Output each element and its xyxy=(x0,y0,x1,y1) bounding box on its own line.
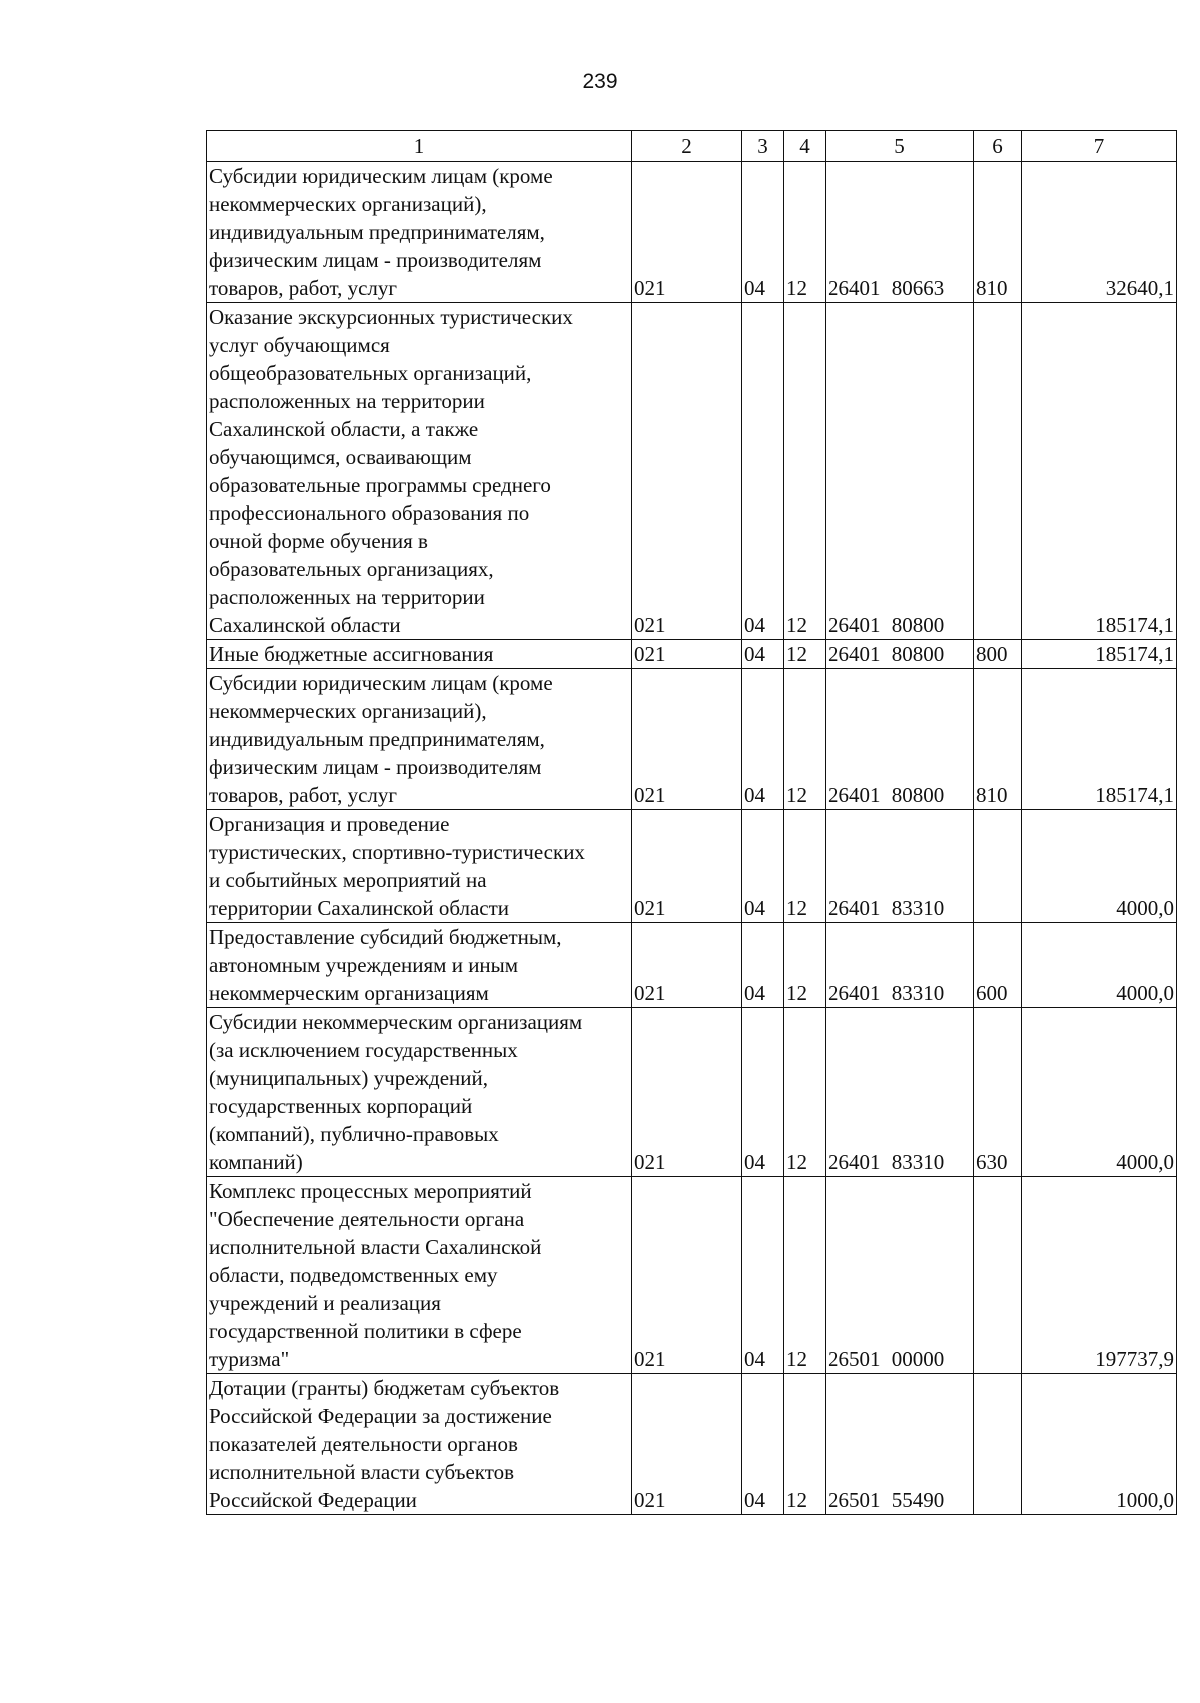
row-name-line: обучающимся, осваивающим xyxy=(209,445,472,469)
table-header-row xyxy=(207,131,1177,162)
row-name-line: автономным учреждениям и иным xyxy=(209,953,519,977)
section-code-cell: 04 xyxy=(742,1008,784,1177)
section-code-cell: 04 xyxy=(742,162,784,303)
row-name-line: государственных корпораций xyxy=(209,1094,473,1118)
row-name-cell xyxy=(207,1374,632,1515)
row-name-line: Оказание экскурсионных туристических xyxy=(209,305,573,329)
subsection-code-cell: 12 xyxy=(784,640,826,669)
amount-cell: 185174,1 xyxy=(1022,303,1177,640)
row-name-line: очной форме обучения в xyxy=(209,529,428,553)
row-name-line: некоммерческих организаций), xyxy=(209,699,487,723)
target-article-cell: 26401 80663 xyxy=(826,162,974,303)
expense-type-cell: 810 xyxy=(974,162,1022,303)
table-row xyxy=(207,1177,1177,1374)
table-row xyxy=(207,810,1177,923)
table-row xyxy=(207,1008,1177,1177)
expense-type-cell: 800 xyxy=(974,640,1022,669)
expense-type-cell: 630 xyxy=(974,1008,1022,1177)
subsection-code-cell: 12 xyxy=(784,810,826,923)
grbs-code-cell: 021 xyxy=(632,923,742,1008)
page-number: 239 xyxy=(582,70,618,93)
row-name-line: некоммерческих организаций), xyxy=(209,192,487,216)
row-name-line: (компаний), публично-правовых xyxy=(209,1122,499,1146)
row-name-line: Субсидии юридическим лицам (кроме xyxy=(209,671,553,695)
amount-cell: 185174,1 xyxy=(1022,640,1177,669)
row-name-line: (муниципальных) учреждений, xyxy=(209,1066,488,1090)
amount-cell: 197737,9 xyxy=(1022,1177,1177,1374)
row-name-line: исполнительной власти Сахалинской xyxy=(209,1235,542,1259)
row-name-cell xyxy=(207,640,632,669)
row-name-line: Российской Федерации за достижение xyxy=(209,1404,552,1428)
row-name-cell xyxy=(207,810,632,923)
target-article-cell: 26401 83310 xyxy=(826,1008,974,1177)
row-name-line: Российской Федерации xyxy=(209,1488,417,1512)
row-name-line: показателей деятельности органов xyxy=(209,1432,518,1456)
row-name-line: расположенных на территории xyxy=(209,585,485,609)
target-article-cell: 26401 80800 xyxy=(826,640,974,669)
subsection-code-cell: 12 xyxy=(784,923,826,1008)
target-article-cell: 26401 80800 xyxy=(826,669,974,810)
expense-type-cell: 600 xyxy=(974,923,1022,1008)
table-row xyxy=(207,669,1177,810)
header-cell: 5 xyxy=(826,131,974,162)
expense-type-cell xyxy=(974,303,1022,640)
row-name-line: индивидуальным предпринимателям, xyxy=(209,220,545,244)
header-cell: 6 xyxy=(974,131,1022,162)
row-name-line: государственной политики в сфере xyxy=(209,1319,522,1343)
row-name-line: "Обеспечение деятельности органа xyxy=(209,1207,525,1231)
row-name-line: индивидуальным предпринимателям, xyxy=(209,727,545,751)
grbs-code-cell: 021 xyxy=(632,1008,742,1177)
row-name-line: и событийных мероприятий на xyxy=(209,868,487,892)
row-name-line: физическим лицам - производителям xyxy=(209,248,542,272)
section-code-cell: 04 xyxy=(742,640,784,669)
row-name-line: Комплекс процессных мероприятий xyxy=(209,1179,532,1203)
row-name-cell xyxy=(207,1008,632,1177)
grbs-code-cell: 021 xyxy=(632,1374,742,1515)
table-row xyxy=(207,303,1177,640)
row-name-line: исполнительной власти субъектов xyxy=(209,1460,515,1484)
row-name-line: физическим лицам - производителям xyxy=(209,755,542,779)
table-row xyxy=(207,1374,1177,1515)
row-name-line: товаров, работ, услуг xyxy=(209,276,398,300)
row-name-line: профессионального образования по xyxy=(209,501,530,525)
expense-type-cell: 810 xyxy=(974,669,1022,810)
row-name-line: некоммерческим организациям xyxy=(209,981,489,1005)
expense-type-cell xyxy=(974,1374,1022,1515)
row-name-line: Иные бюджетные ассигнования xyxy=(209,642,494,666)
budget-table xyxy=(206,130,1177,1515)
section-code-cell: 04 xyxy=(742,1374,784,1515)
row-name-line: Сахалинской области xyxy=(209,613,401,637)
row-name-line: области, подведомственных ему xyxy=(209,1263,498,1287)
grbs-code-cell: 021 xyxy=(632,162,742,303)
row-name-line: Организация и проведение xyxy=(209,812,450,836)
row-name-line: образовательные программы среднего xyxy=(209,473,551,497)
row-name-cell xyxy=(207,303,632,640)
row-name-line: Субсидии юридическим лицам (кроме xyxy=(209,164,553,188)
section-code-cell: 04 xyxy=(742,810,784,923)
subsection-code-cell: 12 xyxy=(784,303,826,640)
row-name-line: Предоставление субсидий бюджетным, xyxy=(209,925,562,949)
target-article-cell: 26401 83310 xyxy=(826,923,974,1008)
row-name-line: туризма" xyxy=(209,1347,290,1371)
subsection-code-cell: 12 xyxy=(784,669,826,810)
section-code-cell: 04 xyxy=(742,303,784,640)
expense-type-cell xyxy=(974,1177,1022,1374)
row-name-line: территории Сахалинской области xyxy=(209,896,510,920)
subsection-code-cell: 12 xyxy=(784,1374,826,1515)
row-name-line: Сахалинской области, а также xyxy=(209,417,479,441)
target-article-cell: 26401 80800 xyxy=(826,303,974,640)
row-name-line: Субсидии некоммерческим организациям xyxy=(209,1010,583,1034)
table-row xyxy=(207,162,1177,303)
grbs-code-cell: 021 xyxy=(632,303,742,640)
section-code-cell: 04 xyxy=(742,923,784,1008)
amount-cell: 4000,0 xyxy=(1022,810,1177,923)
grbs-code-cell: 021 xyxy=(632,640,742,669)
row-name-cell xyxy=(207,669,632,810)
expense-type-cell xyxy=(974,810,1022,923)
header-cell: 2 xyxy=(632,131,742,162)
row-name-line: расположенных на территории xyxy=(209,389,485,413)
row-name-line: услуг обучающимся xyxy=(209,333,390,357)
section-code-cell: 04 xyxy=(742,669,784,810)
grbs-code-cell: 021 xyxy=(632,1177,742,1374)
subsection-code-cell: 12 xyxy=(784,1177,826,1374)
header-cell: 4 xyxy=(784,131,826,162)
subsection-code-cell: 12 xyxy=(784,162,826,303)
row-name-cell xyxy=(207,923,632,1008)
amount-cell: 1000,0 xyxy=(1022,1374,1177,1515)
row-name-line: туристических, спортивно-туристических xyxy=(209,840,585,864)
row-name-line: учреждений и реализация xyxy=(209,1291,441,1315)
amount-cell: 185174,1 xyxy=(1022,669,1177,810)
row-name-line: общеобразовательных организаций, xyxy=(209,361,532,385)
header-cell: 3 xyxy=(742,131,784,162)
row-name-line: (за исключением государственных xyxy=(209,1038,518,1062)
target-article-cell: 26501 00000 xyxy=(826,1177,974,1374)
section-code-cell: 04 xyxy=(742,1177,784,1374)
row-name-cell xyxy=(207,1177,632,1374)
subsection-code-cell: 12 xyxy=(784,1008,826,1177)
row-name-line: образовательных организациях, xyxy=(209,557,494,581)
amount-cell: 32640,1 xyxy=(1022,162,1177,303)
target-article-cell: 26401 83310 xyxy=(826,810,974,923)
row-name-line: компаний) xyxy=(209,1150,303,1174)
row-name-line: Дотации (гранты) бюджетам субъектов xyxy=(209,1376,560,1400)
grbs-code-cell: 021 xyxy=(632,669,742,810)
table-row xyxy=(207,640,1177,669)
header-cell: 7 xyxy=(1022,131,1177,162)
row-name-cell xyxy=(207,162,632,303)
grbs-code-cell: 021 xyxy=(632,810,742,923)
table-row xyxy=(207,923,1177,1008)
row-name-line: товаров, работ, услуг xyxy=(209,783,398,807)
target-article-cell: 26501 55490 xyxy=(826,1374,974,1515)
amount-cell: 4000,0 xyxy=(1022,923,1177,1008)
amount-cell: 4000,0 xyxy=(1022,1008,1177,1177)
header-cell: 1 xyxy=(207,131,632,162)
